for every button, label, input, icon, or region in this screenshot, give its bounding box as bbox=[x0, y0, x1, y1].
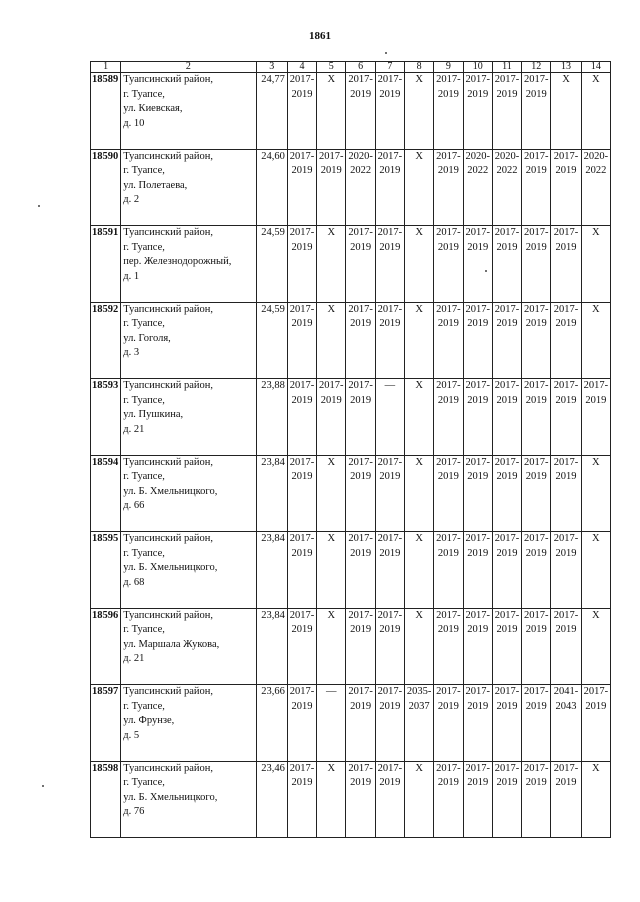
period-cell-c13: 2017- 2019 bbox=[551, 608, 581, 685]
table-row bbox=[91, 532, 611, 609]
column-header: 6 bbox=[346, 62, 375, 73]
address-cell bbox=[121, 302, 256, 379]
period-cell-c12: 2017- 2019 bbox=[522, 73, 551, 150]
period-cell-c13: 2017- 2019 bbox=[551, 226, 581, 303]
row-number-cell: 18590 bbox=[91, 149, 121, 226]
table-row bbox=[91, 608, 611, 685]
period-cell-c11: 2017- 2019 bbox=[492, 761, 521, 838]
address-line: д. 10 bbox=[123, 117, 145, 129]
scan-speck bbox=[385, 52, 387, 54]
period-cell-c10: 2017- 2019 bbox=[463, 532, 492, 609]
period-cell-c12: 2017- 2019 bbox=[522, 302, 551, 379]
address-line: Туапсинский район, bbox=[123, 456, 213, 468]
column-header: 5 bbox=[317, 62, 346, 73]
period-cell-c13: 2017- 2019 bbox=[551, 455, 581, 532]
period-cell-c11: 2017- 2019 bbox=[492, 73, 521, 150]
period-cell-c10: 2017- 2019 bbox=[463, 608, 492, 685]
row-number-cell: 18592 bbox=[91, 302, 121, 379]
address-line: ул. Полетаева, bbox=[123, 179, 188, 191]
period-cell-c4: 2017- 2019 bbox=[287, 149, 316, 226]
period-cell-c7: 2017- 2019 bbox=[375, 532, 404, 609]
period-cell-c8: X bbox=[405, 608, 434, 685]
column-header: 4 bbox=[287, 62, 316, 73]
area-cell: 24,77 bbox=[256, 73, 287, 150]
column-header: 11 bbox=[492, 62, 521, 73]
period-cell-c12: 2017- 2019 bbox=[522, 532, 551, 609]
period-cell-c4: 2017- 2019 bbox=[287, 685, 316, 762]
period-cell-c11: 2017- 2019 bbox=[492, 532, 521, 609]
period-cell-c10: 2017- 2019 bbox=[463, 226, 492, 303]
table-row bbox=[91, 302, 611, 379]
area-cell: 24,60 bbox=[256, 149, 287, 226]
address-line: пер. Железнодорожный, bbox=[123, 256, 232, 267]
address-line: г. Туапсе, bbox=[123, 624, 165, 635]
period-cell-c5: X bbox=[317, 302, 346, 379]
period-cell-c4: 2017- 2019 bbox=[287, 761, 316, 838]
column-header: 3 bbox=[256, 62, 287, 73]
address-cell bbox=[121, 73, 256, 150]
address-line: Туапсинский район, bbox=[123, 762, 213, 774]
period-cell-c9: 2017- 2019 bbox=[434, 532, 463, 609]
area-cell: 23,84 bbox=[256, 608, 287, 685]
period-cell-c7: 2017- 2019 bbox=[375, 302, 404, 379]
address-line: Туапсинский район, bbox=[123, 227, 213, 238]
period-cell-c5: X bbox=[317, 226, 346, 303]
period-cell-c9: 2017- 2019 bbox=[434, 608, 463, 685]
period-cell-c10: 2017- 2019 bbox=[463, 761, 492, 838]
address-cell bbox=[121, 455, 256, 532]
period-cell-c6: 2020- 2022 bbox=[346, 149, 375, 226]
column-header: 9 bbox=[434, 62, 463, 73]
period-cell-c8: X bbox=[405, 302, 434, 379]
address-cell bbox=[121, 532, 256, 609]
period-cell-c11: 2017- 2019 bbox=[492, 685, 521, 762]
period-cell-c10: 2017- 2019 bbox=[463, 379, 492, 456]
period-cell-c9: 2017- 2019 bbox=[434, 761, 463, 838]
period-cell-c10: 2020- 2022 bbox=[463, 149, 492, 226]
period-cell-c9: 2017- 2019 bbox=[434, 685, 463, 762]
period-cell-c7: 2017- 2019 bbox=[375, 149, 404, 226]
period-cell-c14: X bbox=[581, 455, 610, 532]
address-line: ул. Б. Хмельницкого, bbox=[123, 791, 218, 803]
period-cell-c12: 2017- 2019 bbox=[522, 761, 551, 838]
period-cell-c4: 2017- 2019 bbox=[287, 532, 316, 609]
period-cell-c5: X bbox=[317, 532, 346, 609]
period-cell-c11: 2017- 2019 bbox=[492, 379, 521, 456]
period-cell-c4: 2017- 2019 bbox=[287, 455, 316, 532]
column-header: 2 bbox=[121, 62, 256, 73]
period-cell-c9: 2017- 2019 bbox=[434, 226, 463, 303]
period-cell-c14: 2017- 2019 bbox=[581, 379, 610, 456]
period-cell-c11: 2017- 2019 bbox=[492, 608, 521, 685]
scan-speck bbox=[38, 205, 40, 207]
address-line: г. Туапсе, bbox=[123, 394, 165, 406]
address-cell bbox=[121, 379, 256, 456]
period-cell-c14: X bbox=[581, 226, 610, 303]
period-cell-c7: 2017- 2019 bbox=[375, 73, 404, 150]
period-cell-c9: 2017- 2019 bbox=[434, 302, 463, 379]
period-cell-c8: X bbox=[405, 379, 434, 456]
period-cell-c6: 2017- 2019 bbox=[346, 73, 375, 150]
address-line: д. 2 bbox=[123, 194, 140, 205]
address-line: д. 1 bbox=[123, 270, 140, 282]
period-cell-c8: X bbox=[405, 73, 434, 150]
address-line: д. 21 bbox=[123, 423, 145, 435]
column-header: 14 bbox=[581, 62, 610, 73]
row-number-cell: 18593 bbox=[91, 379, 121, 456]
address-line: г. Туапсе, bbox=[123, 241, 165, 253]
period-cell-c5: — bbox=[317, 685, 346, 762]
scan-speck bbox=[42, 785, 44, 787]
housing-registry-table bbox=[90, 61, 611, 838]
period-cell-c11: 2017- 2019 bbox=[492, 302, 521, 379]
address-cell bbox=[121, 761, 256, 838]
address-line: Туапсинский район, bbox=[123, 303, 213, 315]
period-cell-c10: 2017- 2019 bbox=[463, 685, 492, 762]
period-cell-c6: 2017- 2019 bbox=[346, 532, 375, 609]
period-cell-c11: 2020- 2022 bbox=[492, 149, 521, 226]
period-cell-c8: X bbox=[405, 149, 434, 226]
period-cell-c6: 2017- 2019 bbox=[346, 455, 375, 532]
period-cell-c14: X bbox=[581, 302, 610, 379]
area-cell: 23,84 bbox=[256, 532, 287, 609]
period-cell-c14: 2020- 2022 bbox=[581, 149, 610, 226]
row-number-cell: 18595 bbox=[91, 532, 121, 609]
period-cell-c12: 2017- 2019 bbox=[522, 685, 551, 762]
row-number-cell: 18597 bbox=[91, 685, 121, 762]
period-cell-c6: 2017- 2019 bbox=[346, 608, 375, 685]
period-cell-c11: 2017- 2019 bbox=[492, 226, 521, 303]
period-cell-c7: 2017- 2019 bbox=[375, 685, 404, 762]
address-cell bbox=[121, 608, 256, 685]
address-line: д. 68 bbox=[123, 576, 145, 588]
period-cell-c6: 2017- 2019 bbox=[346, 761, 375, 838]
period-cell-c4: 2017- 2019 bbox=[287, 302, 316, 379]
row-number-cell: 18594 bbox=[91, 455, 121, 532]
period-cell-c6: 2017- 2019 bbox=[346, 379, 375, 456]
address-line: ул. Фрунзе, bbox=[123, 715, 175, 726]
address-line: г. Туапсе, bbox=[123, 547, 165, 559]
address-line: г. Туапсе, bbox=[123, 700, 165, 712]
period-cell-c12: 2017- 2019 bbox=[522, 455, 551, 532]
period-cell-c5: X bbox=[317, 455, 346, 532]
period-cell-c9: 2017- 2019 bbox=[434, 149, 463, 226]
period-cell-c14: X bbox=[581, 73, 610, 150]
period-cell-c7: 2017- 2019 bbox=[375, 608, 404, 685]
area-cell: 23,66 bbox=[256, 685, 287, 762]
area-cell: 23,88 bbox=[256, 379, 287, 456]
table-row bbox=[91, 73, 611, 150]
period-cell-c13: 2017- 2019 bbox=[551, 302, 581, 379]
address-line: Туапсинский район, bbox=[123, 74, 213, 85]
period-cell-c5: X bbox=[317, 761, 346, 838]
period-cell-c4: 2017- 2019 bbox=[287, 73, 316, 150]
address-line: г. Туапсе, bbox=[123, 318, 165, 329]
period-cell-c13: 2017- 2019 bbox=[551, 532, 581, 609]
period-cell-c6: 2017- 2019 bbox=[346, 302, 375, 379]
period-cell-c13: 2017- 2019 bbox=[551, 149, 581, 226]
address-cell bbox=[121, 149, 256, 226]
period-cell-c9: 2017- 2019 bbox=[434, 379, 463, 456]
table-row bbox=[91, 455, 611, 532]
address-line: д. 21 bbox=[123, 653, 145, 664]
period-cell-c6: 2017- 2019 bbox=[346, 685, 375, 762]
address-line: ул. Б. Хмельницкого, bbox=[123, 485, 218, 497]
period-cell-c14: X bbox=[581, 532, 610, 609]
period-cell-c8: X bbox=[405, 761, 434, 838]
address-line: Туапсинский район, bbox=[123, 686, 213, 697]
address-line: г. Туапсе, bbox=[123, 88, 165, 100]
period-cell-c14: 2017- 2019 bbox=[581, 685, 610, 762]
period-cell-c5: X bbox=[317, 608, 346, 685]
period-cell-c8: X bbox=[405, 226, 434, 303]
header-row bbox=[91, 62, 611, 73]
column-header: 13 bbox=[551, 62, 581, 73]
period-cell-c7: 2017- 2019 bbox=[375, 455, 404, 532]
address-line: д. 76 bbox=[123, 806, 145, 817]
period-cell-c10: 2017- 2019 bbox=[463, 455, 492, 532]
period-cell-c10: 2017- 2019 bbox=[463, 302, 492, 379]
area-cell: 24,59 bbox=[256, 226, 287, 303]
period-cell-c7: — bbox=[375, 379, 404, 456]
period-cell-c8: 2035- 2037 bbox=[405, 685, 434, 762]
address-line: ул. Пушкина, bbox=[123, 409, 184, 420]
table-row bbox=[91, 226, 611, 303]
column-header: 8 bbox=[405, 62, 434, 73]
address-line: Туапсинский район, bbox=[123, 380, 213, 391]
area-cell: 23,84 bbox=[256, 455, 287, 532]
address-line: Туапсинский район, bbox=[123, 609, 213, 621]
period-cell-c4: 2017- 2019 bbox=[287, 608, 316, 685]
address-line: ул. Маршала Жукова, bbox=[123, 638, 220, 650]
address-line: г. Туапсе, bbox=[123, 165, 165, 176]
column-header: 12 bbox=[522, 62, 551, 73]
address-line: г. Туапсе, bbox=[123, 471, 165, 482]
address-line: Туапсинский район, bbox=[123, 533, 213, 544]
address-cell bbox=[121, 685, 256, 762]
period-cell-c12: 2017- 2019 bbox=[522, 608, 551, 685]
period-cell-c9: 2017- 2019 bbox=[434, 455, 463, 532]
period-cell-c4: 2017- 2019 bbox=[287, 379, 316, 456]
address-line: г. Туапсе, bbox=[123, 777, 165, 788]
table-row bbox=[91, 685, 611, 762]
area-cell: 24,59 bbox=[256, 302, 287, 379]
column-header: 10 bbox=[463, 62, 492, 73]
period-cell-c7: 2017- 2019 bbox=[375, 761, 404, 838]
area-cell: 23,46 bbox=[256, 761, 287, 838]
address-line: ул. Б. Хмельницкого, bbox=[123, 562, 218, 573]
period-cell-c12: 2017- 2019 bbox=[522, 379, 551, 456]
period-cell-c8: X bbox=[405, 532, 434, 609]
row-number-cell: 18589 bbox=[91, 73, 121, 150]
table-row bbox=[91, 149, 611, 226]
period-cell-c4: 2017- 2019 bbox=[287, 226, 316, 303]
address-line: ул. Киевская, bbox=[123, 103, 183, 114]
period-cell-c7: 2017- 2019 bbox=[375, 226, 404, 303]
scan-speck bbox=[485, 270, 487, 272]
table-row bbox=[91, 379, 611, 456]
row-number-cell: 18596 bbox=[91, 608, 121, 685]
table-row bbox=[91, 761, 611, 838]
period-cell-c6: 2017- 2019 bbox=[346, 226, 375, 303]
row-number-cell: 18591 bbox=[91, 226, 121, 303]
period-cell-c13: 2017- 2019 bbox=[551, 379, 581, 456]
period-cell-c13: 2041- 2043 bbox=[551, 685, 581, 762]
column-header: 7 bbox=[375, 62, 404, 73]
period-cell-c10: 2017- 2019 bbox=[463, 73, 492, 150]
period-cell-c13: X bbox=[551, 73, 581, 150]
page-number: 1861 bbox=[309, 30, 331, 42]
address-line: Туапсинский район, bbox=[123, 150, 213, 162]
period-cell-c14: X bbox=[581, 608, 610, 685]
period-cell-c9: 2017- 2019 bbox=[434, 73, 463, 150]
period-cell-c12: 2017- 2019 bbox=[522, 226, 551, 303]
period-cell-c11: 2017- 2019 bbox=[492, 455, 521, 532]
address-cell bbox=[121, 226, 256, 303]
period-cell-c5: 2017- 2019 bbox=[317, 149, 346, 226]
period-cell-c5: X bbox=[317, 73, 346, 150]
period-cell-c5: 2017- 2019 bbox=[317, 379, 346, 456]
address-line: ул. Гоголя, bbox=[123, 332, 171, 344]
period-cell-c14: X bbox=[581, 761, 610, 838]
period-cell-c13: 2017- 2019 bbox=[551, 761, 581, 838]
address-line: д. 66 bbox=[123, 500, 145, 511]
address-line: д. 5 bbox=[123, 729, 140, 741]
column-header: 1 bbox=[91, 62, 121, 73]
period-cell-c12: 2017- 2019 bbox=[522, 149, 551, 226]
address-line: д. 3 bbox=[123, 347, 140, 358]
period-cell-c8: X bbox=[405, 455, 434, 532]
row-number-cell: 18598 bbox=[91, 761, 121, 838]
